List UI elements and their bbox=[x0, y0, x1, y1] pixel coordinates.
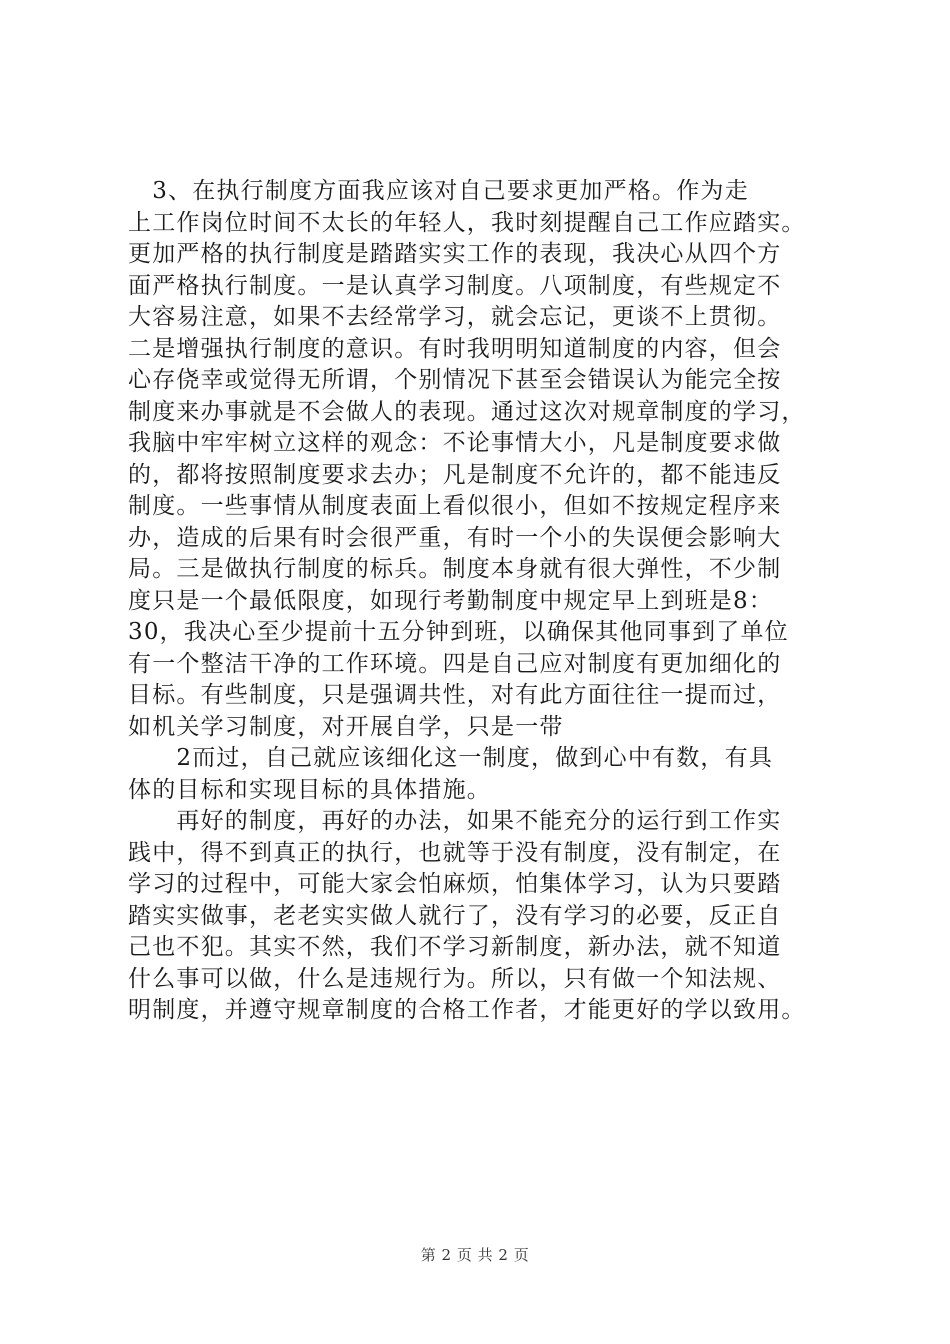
text-line: 有一个整洁干净的工作环境。四是自己应对制度有更加细化的 bbox=[128, 650, 782, 677]
text-line: 目标。有些制度，只是强调共性，对有此方面往往一提而过， bbox=[128, 682, 782, 708]
text-line: 什么事可以做，什么是违规行为。所以，只有做一个知法规、 bbox=[128, 965, 782, 992]
text-line: 的，都将按照制度要求去办；凡是制度不允许的，都不能违反 bbox=[128, 461, 782, 488]
text-line: 踏实实做事，老老实实做人就行了，没有学习的必要，反正自 bbox=[128, 902, 782, 929]
text-line: 制度来办事就是不会做人的表现。通过这次对规章制度的学习， bbox=[128, 398, 806, 425]
text-line: 更加严格的执行制度是踏踏实实工作的表现，我决心从四个方 bbox=[128, 241, 782, 267]
text-line: 如机关学习制度，对开展自学，只是一带 bbox=[128, 713, 564, 740]
text-line: 己也不犯。其实不然，我们不学习新制度，新办法，就不知道 bbox=[128, 934, 782, 960]
text-line: 体的目标和实现目标的具体措施。 bbox=[128, 776, 491, 803]
text-line: 心存侥幸或觉得无所谓，个别情况下甚至会错误认为能完全按 bbox=[128, 367, 782, 393]
text-line: 我脑中牢牢树立这样的观念：不论事情大小，凡是制度要求做 bbox=[128, 430, 782, 456]
text-line: 上工作岗位时间不太长的年轻人，我时刻提醒自己工作应踏实。 bbox=[128, 209, 806, 236]
text-line: 践中，得不到真正的执行，也就等于没有制度，没有制定，在 bbox=[128, 839, 782, 866]
text-line: 二是增强执行制度的意识。有时我明明知道制度的内容，但会 bbox=[128, 335, 782, 362]
text-line: 面严格执行制度。一是认真学习制度。八项制度，有些规定不 bbox=[128, 272, 782, 299]
text-line: 30，我决心至少提前十五分钟到班，以确保其他同事到了单位 bbox=[128, 619, 789, 645]
text-line: 大容易注意，如果不去经常学习，就会忘记，更谈不上贯彻。 bbox=[128, 304, 782, 330]
text-line: 度只是一个最低限度，如现行考勤制度中规定早上到班是8： bbox=[128, 587, 774, 614]
text-line: 学习的过程中，可能大家会怕麻烦，怕集体学习，认为只要踏 bbox=[128, 871, 782, 897]
text-line: 明制度，并遵守规章制度的合格工作者，才能更好的学以致用。 bbox=[128, 997, 806, 1023]
text-line: 再好的制度，再好的办法，如果不能充分的运行到工作实 bbox=[128, 808, 782, 834]
page-number-footer: 第 2 页 共 2 页 bbox=[420, 1246, 530, 1264]
text-line: 局。三是做执行制度的标兵。制度本身就有很大弹性，不少制 bbox=[128, 556, 782, 582]
text-line: 2而过，自己就应该细化这一制度，做到心中有数，有具 bbox=[128, 745, 774, 771]
text-line: 制度。一些事情从制度表面上看似很小，但如不按规定程序来 bbox=[128, 493, 782, 519]
body-text bbox=[128, 176, 848, 1027]
text-line: 3、在执行制度方面我应该对自己要求更加严格。作为走 bbox=[128, 178, 749, 204]
text-line: 办，造成的后果有时会很严重，有时一个小的失误便会影响大 bbox=[128, 524, 782, 551]
